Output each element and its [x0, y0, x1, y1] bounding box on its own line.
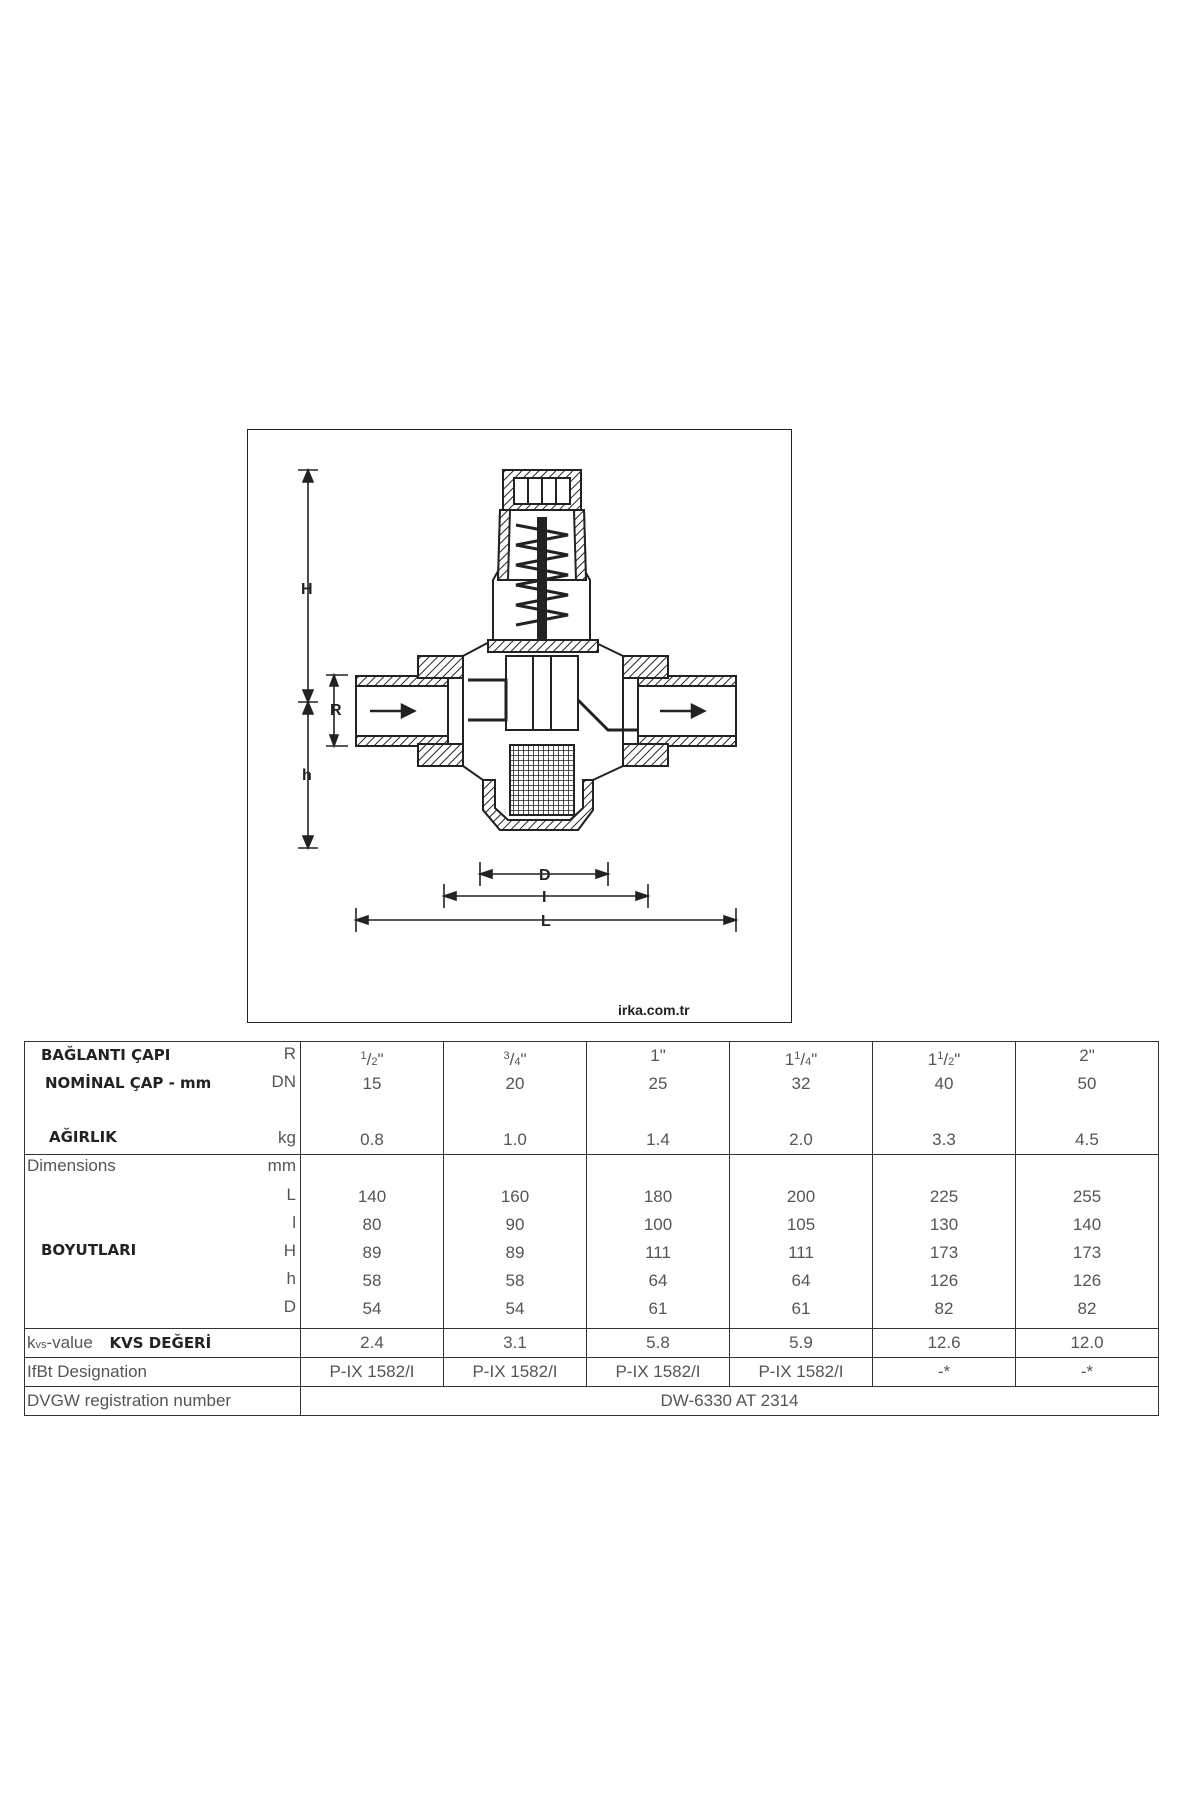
- connection-size: $1^1/4$": [784, 1050, 818, 1069]
- connection-size: [587, 1042, 729, 1070]
- nominal-value: 25: [648, 1074, 668, 1093]
- connection-whole: 2: [1079, 1046, 1089, 1065]
- dvgw-label-cell: [25, 1386, 301, 1415]
- valve-cross-section: [248, 430, 793, 1024]
- dimension-value: 126: [1072, 1271, 1102, 1291]
- dim-key: l: [292, 1213, 296, 1233]
- kvs-value: 5.8: [587, 1328, 730, 1357]
- nominal-value: 32: [791, 1074, 811, 1093]
- dimension-value: 90: [505, 1215, 525, 1235]
- dim-key: H: [283, 1241, 296, 1261]
- dimension-value: 82: [1077, 1299, 1097, 1319]
- dim-column: [587, 1155, 730, 1328]
- weight-value: 4.5: [1075, 1130, 1099, 1149]
- kvs-value: 5.9: [730, 1328, 873, 1357]
- table-row: [25, 1357, 1159, 1386]
- weight-value: 1.0: [503, 1130, 527, 1149]
- dimension-value: 130: [929, 1215, 959, 1235]
- connection-label: BAĞLANTI ÇAPI: [41, 1046, 171, 1064]
- label-R: R: [330, 702, 342, 719]
- connection-size: $^3$/4": [503, 1050, 527, 1069]
- table-row: [25, 1042, 1159, 1155]
- connection-whole: 1: [650, 1046, 660, 1065]
- nominal-value: 15: [362, 1074, 382, 1093]
- inch-mark: ": [954, 1050, 961, 1069]
- dimension-value: 58: [505, 1271, 525, 1291]
- kvs-value: 2.4: [301, 1328, 444, 1357]
- dimensions-unit: mm: [267, 1156, 296, 1176]
- ifbt-value: P-IX 1582/I: [587, 1357, 730, 1386]
- ifbt-value: P-IX 1582/I: [301, 1357, 444, 1386]
- spec-table: [24, 1041, 1159, 1416]
- size-column: [730, 1042, 873, 1155]
- valve-body: [356, 470, 736, 830]
- label-I: I: [542, 889, 547, 906]
- table-row: [25, 1155, 1159, 1328]
- dim-column: [730, 1155, 873, 1328]
- weight-value: 3.3: [932, 1130, 956, 1149]
- nominal-value: 50: [1077, 1074, 1097, 1093]
- dimension-value: 54: [505, 1299, 525, 1319]
- dimension-value: 200: [786, 1187, 816, 1207]
- dimension-value: 173: [929, 1243, 959, 1263]
- dvgw-value: DW-6330 AT 2314: [301, 1386, 1159, 1415]
- nominal-value: 20: [505, 1074, 525, 1093]
- connection-whole: 1: [784, 1050, 795, 1069]
- size-column: [444, 1042, 587, 1155]
- fraction-denominator: 4: [514, 1056, 521, 1068]
- ifbt-label: IfBt Designation: [27, 1361, 148, 1381]
- connection-size: $1^1/2$": [927, 1050, 961, 1069]
- dimension-value: 82: [934, 1299, 954, 1319]
- dimension-value: 111: [645, 1243, 671, 1263]
- fraction-denominator: 4: [805, 1056, 812, 1068]
- fraction-numerator: 1: [360, 1050, 367, 1062]
- ifbt-value: -*: [1016, 1357, 1159, 1386]
- fraction-denominator: 2: [371, 1056, 378, 1068]
- inch-mark: ": [520, 1050, 527, 1069]
- dimension-value: 61: [791, 1299, 811, 1319]
- dimension-value: 126: [929, 1271, 959, 1291]
- connection-whole: 1: [927, 1050, 938, 1069]
- connection-size: [1016, 1042, 1158, 1070]
- dim-key: h: [286, 1269, 296, 1289]
- dimension-value: 140: [357, 1187, 387, 1207]
- size-column: [873, 1042, 1016, 1155]
- dimensions-label-tr: BOYUTLARI: [41, 1241, 137, 1260]
- connection-size: $^1$/2": [360, 1050, 384, 1069]
- label-L: L: [541, 913, 551, 930]
- ifbt-value: -*: [873, 1357, 1016, 1386]
- label-D: D: [539, 867, 551, 884]
- inch-mark: ": [377, 1050, 384, 1069]
- dimension-value: 61: [648, 1299, 668, 1319]
- dimension-value: 58: [362, 1271, 382, 1291]
- kvs-label-cell: [25, 1328, 301, 1357]
- kvs-value: 12.6: [873, 1328, 1016, 1357]
- fraction-numerator: 3: [503, 1050, 510, 1062]
- valve-drawing: [247, 429, 792, 1023]
- inch-mark: ": [811, 1050, 818, 1069]
- dim-key: L: [286, 1185, 296, 1205]
- dim-column: [1016, 1155, 1159, 1328]
- dimension-value: 89: [362, 1243, 382, 1263]
- inch-mark: ": [1088, 1046, 1095, 1065]
- watermark-text: irka.com.tr: [618, 1002, 690, 1018]
- dimension-value: 80: [362, 1215, 382, 1235]
- dimension-value: 140: [1072, 1215, 1102, 1235]
- fraction-numerator: 1: [794, 1050, 801, 1062]
- kvs-value: 3.1: [444, 1328, 587, 1357]
- dimensions-label: Dimensions: [27, 1156, 116, 1176]
- inch-mark: ": [659, 1046, 666, 1065]
- kvs-label-tr: KVS DEĞERİ: [109, 1333, 212, 1352]
- fraction-denominator: 2: [948, 1056, 955, 1068]
- dim-column: [301, 1155, 444, 1328]
- label-H: H: [301, 581, 313, 598]
- weight-value: 2.0: [789, 1130, 813, 1149]
- size-column: [587, 1042, 730, 1155]
- dimension-value: 89: [505, 1243, 525, 1263]
- table-row: [25, 1386, 1159, 1415]
- dimension-value: 225: [929, 1187, 959, 1207]
- nominal-unit: DN: [271, 1072, 296, 1091]
- weight-unit: kg: [278, 1128, 296, 1147]
- dimension-value: 111: [788, 1243, 814, 1263]
- dimension-value: 100: [643, 1215, 673, 1235]
- dimension-value: 160: [500, 1187, 530, 1207]
- dimension-value: 173: [1072, 1243, 1102, 1263]
- dimension-vertical: [298, 470, 348, 848]
- dimensions-label-cell: [25, 1155, 301, 1328]
- dimension-value: 64: [791, 1271, 811, 1291]
- dimension-value: 105: [786, 1215, 816, 1235]
- label-h: h: [302, 767, 312, 784]
- label-cell: [25, 1042, 301, 1155]
- connection-unit: R: [283, 1044, 296, 1063]
- dim-column: [444, 1155, 587, 1328]
- dimension-value: 64: [648, 1271, 668, 1291]
- weight-value: 0.8: [360, 1130, 384, 1149]
- dvgw-label: DVGW registration number: [27, 1390, 232, 1410]
- ifbt-value: P-IX 1582/I: [730, 1357, 873, 1386]
- dimension-value: 180: [643, 1187, 673, 1207]
- weight-value: 1.4: [646, 1130, 670, 1149]
- fraction-numerator: 1: [937, 1050, 944, 1062]
- nominal-label: NOMİNAL ÇAP - mm: [45, 1074, 212, 1092]
- kvs-label: kvs-value: [27, 1332, 93, 1352]
- dim-key: D: [283, 1297, 296, 1317]
- ifbt-label-cell: [25, 1357, 301, 1386]
- dimension-value: 255: [1072, 1187, 1102, 1207]
- table-row: [25, 1328, 1159, 1357]
- size-column: [301, 1042, 444, 1155]
- weight-label: AĞIRLIK: [49, 1128, 117, 1146]
- kvs-value: 12.0: [1016, 1328, 1159, 1357]
- size-column: [1016, 1042, 1159, 1155]
- dimension-value: 54: [362, 1299, 382, 1319]
- nominal-value: 40: [934, 1074, 954, 1093]
- dim-column: [873, 1155, 1016, 1328]
- ifbt-value: P-IX 1582/I: [444, 1357, 587, 1386]
